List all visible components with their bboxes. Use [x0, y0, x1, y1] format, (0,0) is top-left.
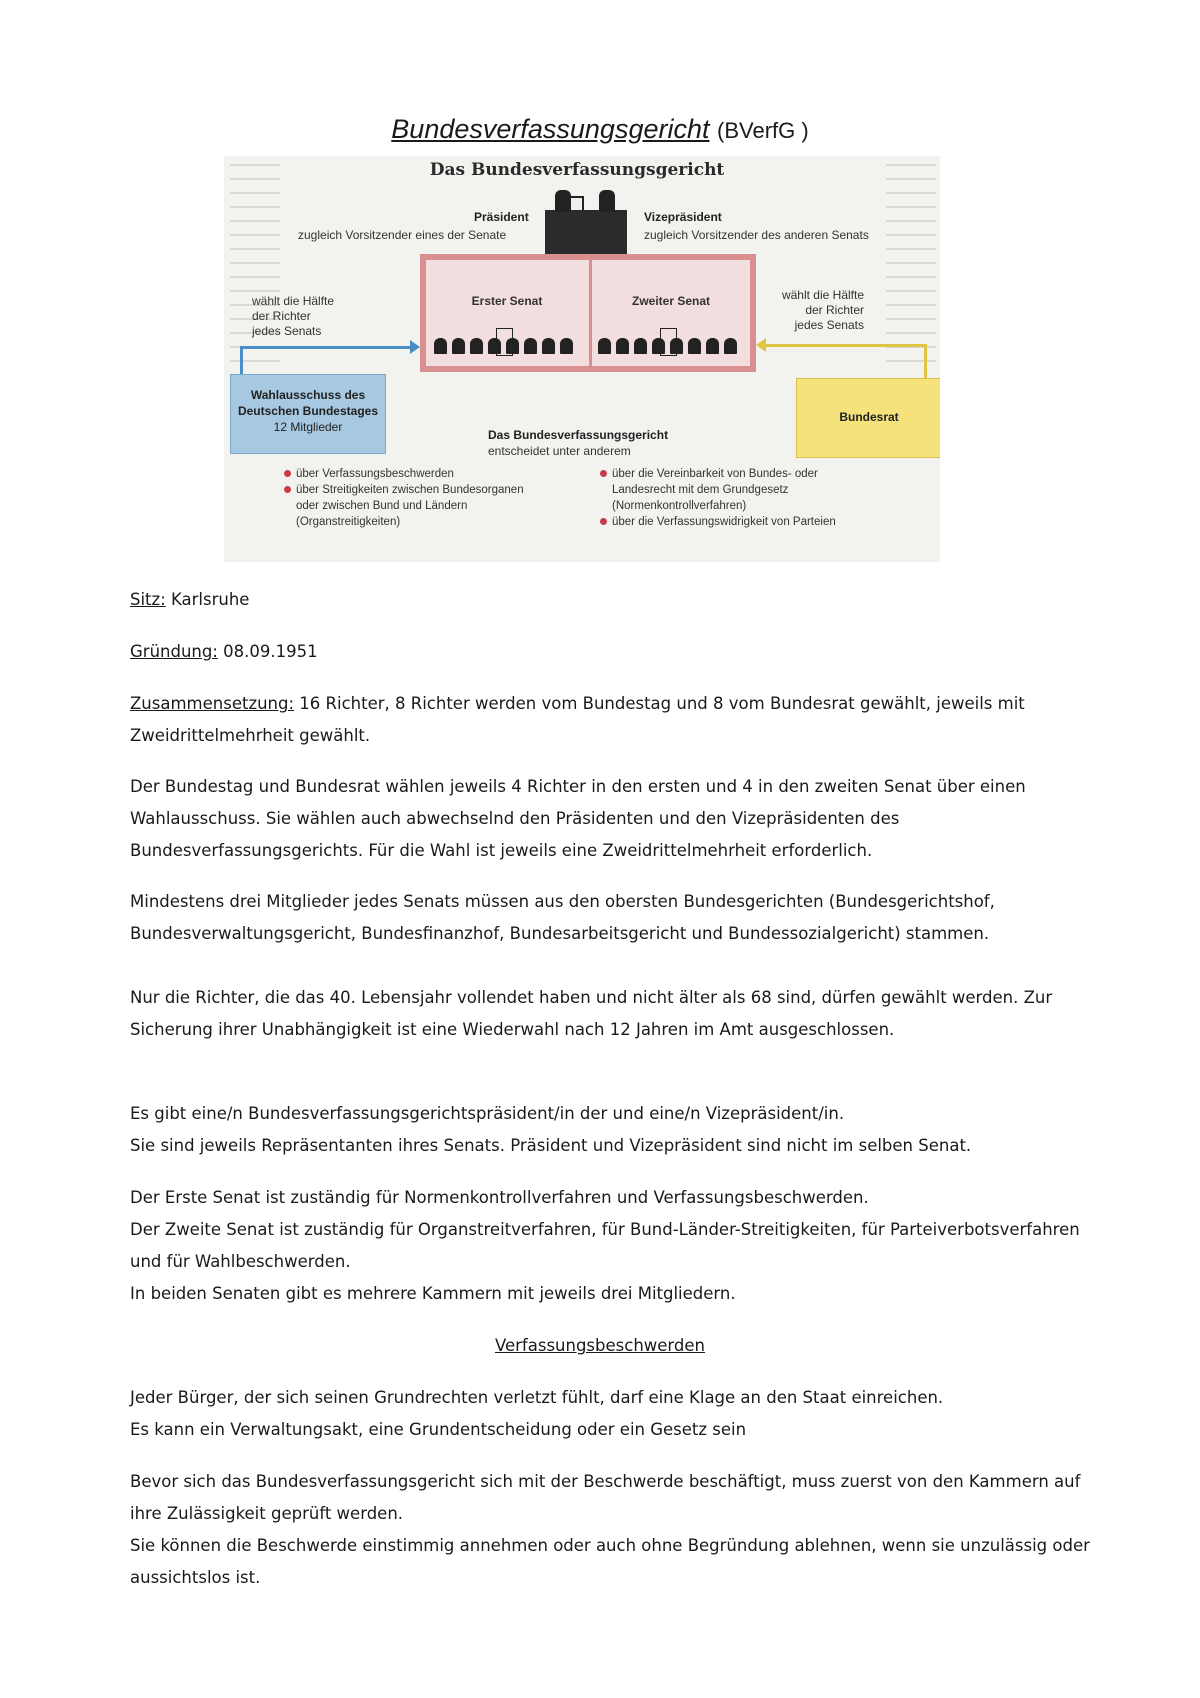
document-title — [0, 112, 1200, 148]
paragraph-second-senate: Der Zweite Senat ist zuständig für Organstreitverfahren, für Bund-Länder-Streitigkeiten, für Parteiverbotsverfahren und für Wahlbeschwerden. — [130, 1220, 1080, 1271]
senates-box — [420, 254, 756, 372]
sitz-value: Karlsruhe — [165, 590, 250, 609]
second-senate-label: Zweiter Senat — [631, 294, 711, 308]
zusammensetzung-label: Zusammensetzung: — [130, 694, 295, 713]
bullet-continuation: Landesrecht mit dem Grundgesetz — [612, 484, 789, 496]
judge-icon — [634, 338, 647, 354]
right-note-line: der Richter — [805, 303, 864, 317]
bullet-item: über Streitigkeiten zwischen Bundesorganen — [284, 482, 524, 498]
diagram-heading: Das Bundesverfassungsgericht — [429, 160, 725, 180]
bundesrat-label: Bundesrat — [839, 410, 899, 424]
president-title: Präsident — [474, 210, 529, 224]
left-note-line: wählt die Hälfte — [252, 294, 335, 308]
judge-icon — [670, 338, 683, 354]
left-arrow-vertical — [240, 346, 243, 376]
left-box-line-1: Wahlausschuss des — [250, 388, 366, 402]
title-abbreviation: (BVerfG ) — [717, 118, 809, 143]
judge-icon — [488, 338, 501, 354]
decides-title: Das Bundesverfassungsgericht — [488, 428, 669, 442]
bullet-item: über die Vereinbarkeit von Bundes- oder — [600, 466, 836, 482]
bullets-right — [600, 466, 836, 530]
bullet-dot-icon — [284, 486, 291, 493]
left-note-line: der Richter — [252, 309, 311, 323]
gruendung-value: 08.09.1951 — [217, 642, 318, 661]
judge-icon — [524, 338, 537, 354]
vice-president-subtitle: zugleich Vorsitzender des anderen Senats — [644, 228, 869, 242]
bullets-left — [284, 466, 524, 530]
left-note-line: jedes Senats — [252, 324, 322, 338]
judge-icon — [470, 338, 483, 354]
section-heading-verfassungsbeschwerden: Verfassungsbeschwerden — [494, 1336, 705, 1355]
gruendung-label: Gründung: — [130, 642, 218, 661]
right-arrow-vertical — [924, 344, 927, 380]
right-note — [764, 288, 864, 333]
paragraph-election: Der Bundestag und Bundesrat wählen jeweils 4 Richter in den ersten und 4 in den zweiten Senat über einen Wahlausschuss. Sie wählen auch abwechselnd den Präsidenten und den Vizepräsidenten des Bundesverfassungsgerichts. Für die Wahl ist jeweils eine Zweidrittelmehrheit erforderlich. — [130, 777, 1026, 860]
paragraph-decision: Sie können die Beschwerde einstimmig annehmen oder auch ohne Begründung ablehnen, wenn sie unzulässig oder aussichtslos ist. — [130, 1536, 1090, 1587]
left-box-line-3: 12 Mitglieder — [273, 420, 343, 434]
judge-icon — [542, 338, 555, 354]
bullet-continuation: (Organstreitigkeiten) — [296, 516, 401, 528]
decides-subtitle: entscheidet unter anderem — [488, 444, 631, 458]
judge-icon — [506, 338, 519, 354]
left-arrow-head-icon — [410, 340, 420, 354]
first-senate-label: Erster Senat — [471, 294, 543, 308]
president-subtitle: zugleich Vorsitzender eines der Senate — [298, 228, 507, 242]
fact-sitz — [130, 584, 1090, 616]
vice-president-title: Vizepräsident — [644, 210, 722, 224]
left-arrow-horizontal — [240, 346, 412, 349]
judges-bench-icon — [545, 210, 627, 254]
paragraph-citizen: Jeder Bürger, der sich seinen Grundrechten verletzt fühlt, darf eine Klage an den Staat einreichen. — [130, 1388, 944, 1407]
judge-icon — [724, 338, 737, 354]
diagram-background-right — [880, 156, 940, 562]
bundestag-election-committee-box — [230, 374, 386, 454]
bullet-dot-icon — [600, 518, 607, 525]
bundesrat-box — [796, 378, 940, 458]
paragraph-first-senate: Der Erste Senat ist zuständig für Normenkontrollverfahren und Verfassungsbeschwerden. — [130, 1188, 869, 1207]
right-arrow-horizontal — [764, 344, 926, 347]
court-diagram — [224, 156, 940, 562]
judge-icon — [706, 338, 719, 354]
sitz-label: Sitz: — [130, 590, 166, 609]
paragraph-members: Mindestens drei Mitglieder jedes Senats müssen aus den obersten Bundesgerichten (Bundesgerichtshof, Bundesverwaltungsgericht, Bundesfinanzhof, Bundesarbeitsgericht und Bundessozialgericht) stammen. — [130, 892, 995, 943]
fact-gruendung — [130, 636, 1090, 668]
right-arrow-head-icon — [756, 338, 766, 352]
title-main: Bundesverfassungsgericht — [391, 114, 710, 144]
senate-divider — [589, 260, 592, 366]
paragraph-president: Es gibt eine/n Bundesverfassungsgerichtspräsident/in der und eine/n Vizepräsident/in. — [130, 1104, 845, 1123]
judge-icon — [688, 338, 701, 354]
judge-icon — [598, 338, 611, 354]
judge-icon — [452, 338, 465, 354]
paragraph-representatives: Sie sind jeweils Repräsentanten ihres Senats. Präsident und Vizepräsident sind nicht im selben Senat. — [130, 1136, 972, 1155]
judge-icon — [434, 338, 447, 354]
paragraph-age: Nur die Richter, die das 40. Lebensjahr vollendet haben und nicht älter als 68 sind, dürfen gewählt werden. Zur Sicherung ihrer Unabhängigkeit ist eine Wiederwahl nach 12 Jahren im Amt ausgeschlossen. — [130, 988, 1053, 1039]
zusammensetzung-value: 16 Richter, 8 Richter werden vom Bundestag und 8 vom Bundesrat gewählt, jeweils mit Zweidrittelmehrheit gewählt. — [130, 694, 1025, 745]
right-note-line: wählt die Hälfte — [781, 288, 864, 302]
left-box-line-2: Deutschen Bundestages — [237, 404, 379, 418]
bullet-dot-icon — [600, 470, 607, 477]
left-note — [252, 294, 334, 339]
diagram-background-left — [224, 156, 284, 562]
bullet-dot-icon — [284, 470, 291, 477]
paragraph-admissibility: Bevor sich das Bundesverfassungsgericht sich mit der Beschwerde beschäftigt, muss zuerst von den Kammern auf ihre Zulässigkeit geprüft werden. — [130, 1472, 1081, 1523]
bullet-continuation: (Normenkontrollverfahren) — [612, 500, 747, 512]
judge-icon — [652, 338, 665, 354]
judge-icon — [616, 338, 629, 354]
bullet-item: über Verfassungsbeschwerden — [284, 466, 524, 482]
fact-zusammensetzung — [130, 688, 1090, 752]
bullet-continuation: oder zwischen Bund und Ländern — [296, 500, 468, 512]
bullet-item: über die Verfassungswidrigkeit von Parteien — [600, 514, 836, 530]
judge-icon — [560, 338, 573, 354]
paragraph-chambers: In beiden Senaten gibt es mehrere Kammern mit jeweils drei Mitgliedern. — [130, 1284, 736, 1303]
paragraph-object: Es kann ein Verwaltungsakt, eine Grundentscheidung oder ein Gesetz sein — [130, 1420, 747, 1439]
right-note-line: jedes Senats — [794, 318, 864, 332]
